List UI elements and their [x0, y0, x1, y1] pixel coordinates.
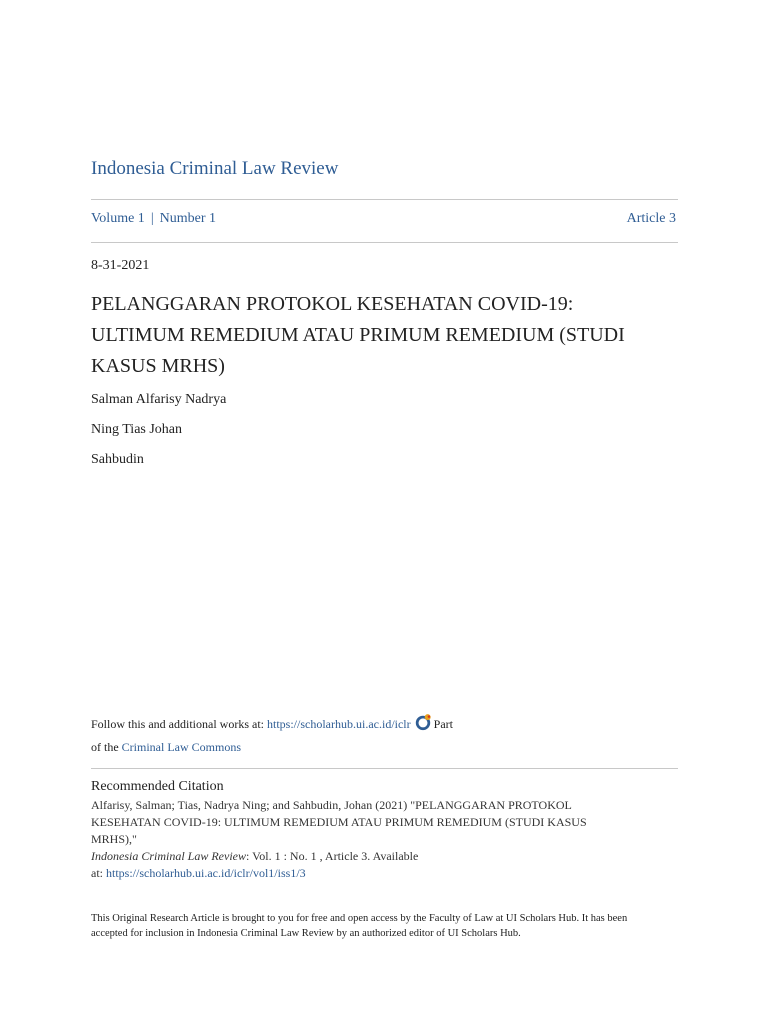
- citation-details: : Vol. 1 : No. 1 , Article 3. Available: [246, 849, 419, 863]
- article-title: PELANGGARAN PROTOKOL KESEHATAN COVID-19: ULTIMUM REMEDIUM ATAU PRIMUM REMEDIUM (STUDI KASUS MRHS): [91, 293, 625, 377]
- follow-section: [91, 713, 681, 759]
- divider-top: [91, 199, 678, 200]
- citation-url-link[interactable]: https://scholarhub.ui.ac.id/iclr/vol1/iss1/3: [106, 866, 306, 880]
- citation-journal: Indonesia Criminal Law Review: [91, 849, 246, 863]
- issue-row: [91, 211, 676, 227]
- number-link[interactable]: Number 1: [159, 211, 217, 226]
- divider-issue: [91, 242, 678, 243]
- citation-at: at:: [91, 866, 103, 880]
- divider-citation: [91, 768, 678, 769]
- author-1: Salman Alfarisy Nadrya: [91, 392, 227, 407]
- citation-text: Alfarisy, Salman; Tias, Nadrya Ning; and Sahbudin, Johan (2021) "PELANGGARAN PROTOKOL KESEHATAN COVID-19: ULTIMUM REMEDIUM ATAU PRIMUM REMEDIUM (STUDI KASUS MRHS),": [91, 798, 587, 846]
- follow-prefix: Follow this and additional works at:: [91, 717, 264, 731]
- article-link[interactable]: Article 3: [626, 211, 676, 226]
- issue-separator: |: [150, 211, 154, 226]
- journal-title-link[interactable]: Indonesia Criminal Law Review: [91, 158, 339, 179]
- author-2: Ning Tias Johan: [91, 422, 183, 437]
- recommended-citation-heading: Recommended Citation: [91, 779, 224, 794]
- digital-commons-network-icon[interactable]: [414, 713, 432, 731]
- of-the-text: of the: [91, 740, 119, 754]
- volume-link[interactable]: Volume 1: [91, 211, 145, 226]
- open-access-note: This Original Research Article is brought to you for free and open access by the Faculty of Law at UI Scholars Hub. It has been accepted for inclusion in Indonesia Criminal Law Review by an authorized editor of UI Scholars Hub.: [91, 913, 628, 939]
- recommended-citation: [91, 797, 631, 882]
- criminal-law-commons-link[interactable]: Criminal Law Commons: [121, 740, 241, 754]
- publication-date: 8-31-2021: [91, 258, 150, 273]
- author-3: Sahbudin: [91, 452, 144, 467]
- part-text: Part: [433, 717, 453, 731]
- journal-url-link[interactable]: https://scholarhub.ui.ac.id/iclr: [267, 717, 411, 731]
